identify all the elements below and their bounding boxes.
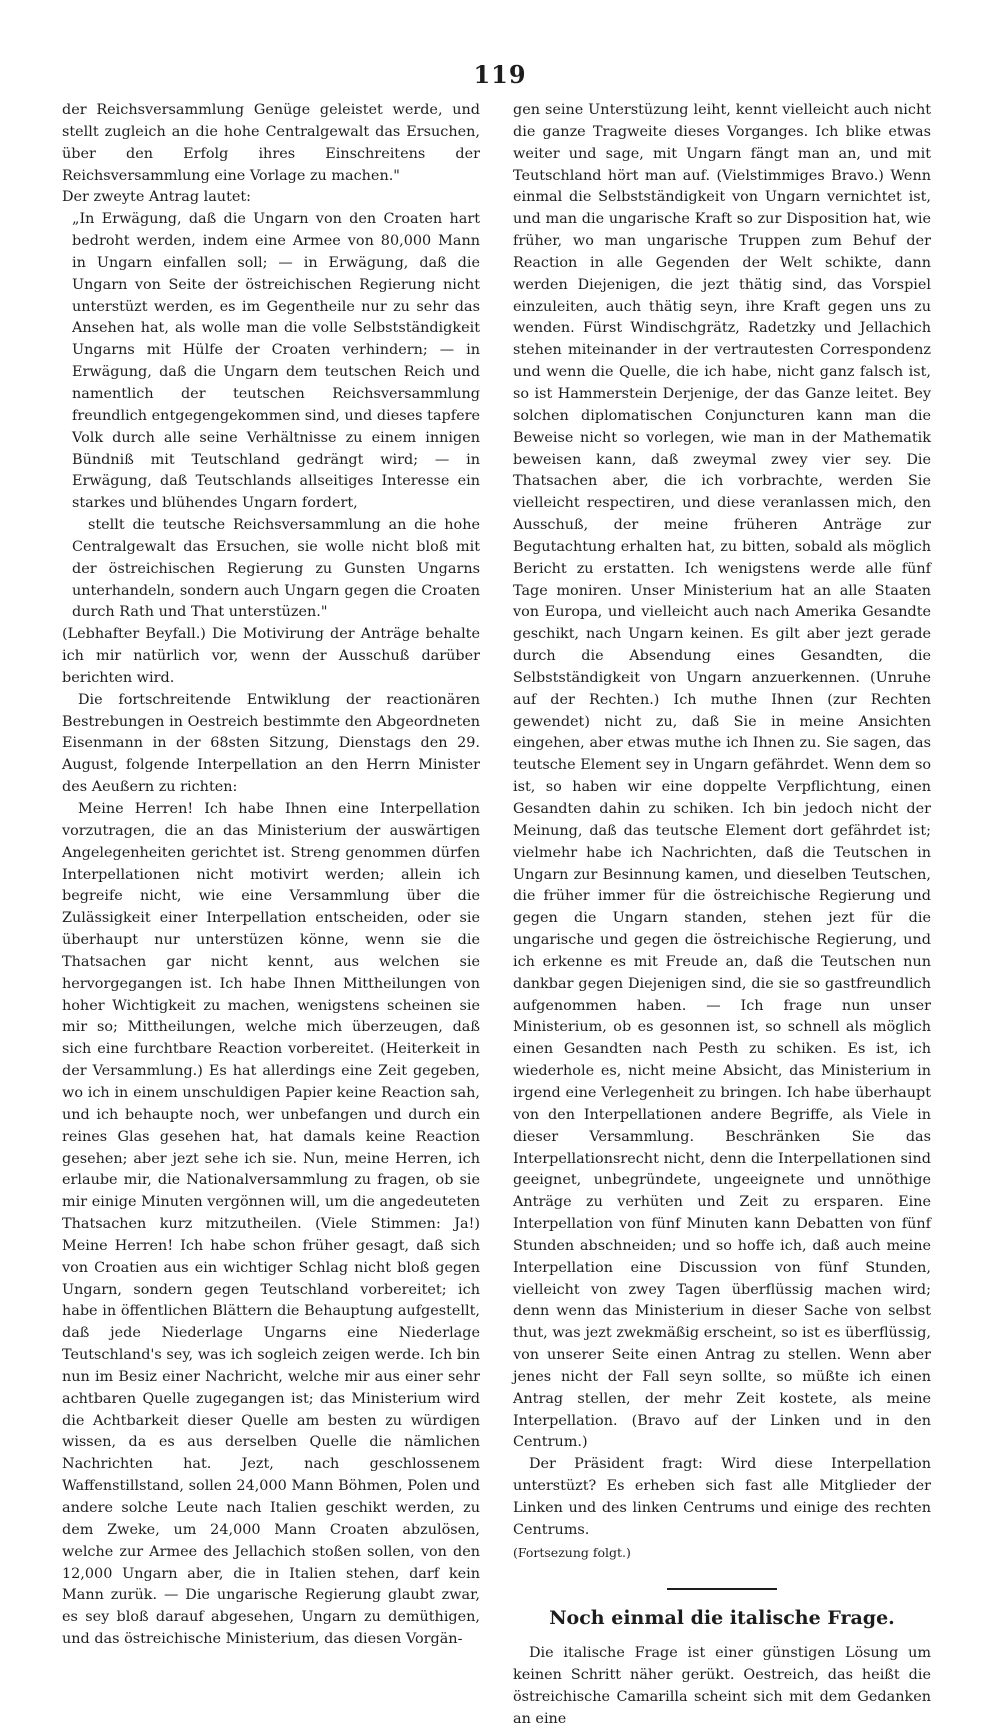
motion-resolution: stellt die teutsche Reichsversammlung an die hohe Centralgewalt das Ersuchen, sie wolle nicht bloß mit der östreichischen Regierung zu Gunsten Ungarns unterhandeln, sondern auch Ungarn gegen die Croaten durch Rath und That unterstüzen."	[72, 517, 480, 621]
left-paragraph-6: Die fortschreitende Entwiklung der reactionären Bestrebungen in Oestreich bestimmte den Abgeordneten Eisenmann in der 68sten Sitzung, Dienstags den 29. August, folgende Interpellation an den Herrn Minister des Aeußern zu richten:	[62, 691, 480, 796]
motion-quote: „In Erwägung, daß die Ungarn von den Croaten hart bedroht werden, indem eine Armee von 80,000 Mann in Ungarn einfallen soll; — in Erwägung, daß die Ungarn von Seite der östreichischen Regierung nicht unterstüzt werden, es im Gegentheile nur zu sehr das Ansehen hat, als wolle man die volle Selbstständigkeit Ungarns mit Hülfe der Croaten verhindern; — in Erwägung, daß die Ungarn dem teutschen Reich und namentlich der teutschen Reichsversammlung freundlich entgegengekommen sind, und dieses tapfere Volk durch alle seine Verhältnisse zu einem innigen Bündniß mit Teutschland gedrängt wird; — in Erwägung, daß Teutschlands allseitiges Interesse ein starkes und blühendes Ungarn fordert,	[72, 211, 480, 512]
right-column	[513, 100, 931, 1731]
president-question: Der Präsident fragt: Wird diese Interpellation unterstüzt? Es erheben sich fast alle Mitglieder der Linken und des linken Centrums und einige des rechten Centrums.	[513, 1456, 931, 1538]
left-paragraph-5: (Lebhafter Beyfall.) Die Motivirung der Anträge behalte ich mir natürlich vor, wenn der Ausschuß darüber berichten wird.	[62, 626, 480, 686]
interpellation-speech: Meine Herren! Ich habe Ihnen eine Interpellation vorzutragen, die an das Ministerium der auswärtigen Angelegenheiten gerichtet ist. Streng genommen dürfen Interpellationen nicht motivirt werden; allein ich begreife nicht, wie eine Versammlung über die Zulässigkeit einer Interpellation entscheiden, oder sie überhaupt nur unterstüzen könne, wenn sie die Thatsachen gar nicht kennt, aus welchen sie hervorgegangen ist. Ich habe Ihnen Mittheilungen von hoher Wichtigkeit zu machen, wenigstens scheinen sie mir so; Mittheilungen, welche mich überzeugen, daß sich eine furchtbare Reaction vorbereitet. (Heiterkeit in der Versammlung.) Es hat allerdings eine Zeit gegeben, wo ich in einem unschuldigen Papier keine Reaction sah, und ich behaupte noch, wer unbefangen und durch ein reines Glas gesehen hat, hat damals keine Reaction gesehen; aber jezt sehe ich sie. Nun, meine Herren, ich erlaube mir, die Nationalversammlung zu fragen, ob sie mir einige Minuten vergönnen will, um die angedeuteten Thatsachen kurz mitzutheilen. (Viele Stimmen: Ja!) Meine Herren! Ich habe schon früher gesagt, daß sich von Croatien aus ein wichtiger Schlag nicht bloß gegen Ungarn, sondern gegen Teutschland vorbereitet; ich habe in öffentlichen Blättern die Behauptung aufgestellt, daß jede Niederlage Ungarns eine Niederlage Teutschland's sey, was ich sogleich zeigen werde. Ich bin nun im Besiz einer Nachricht, welche mir aus einer sehr achtbaren Quelle zugegangen ist; das Ministerium wird die Achtbarkeit dieser Quelle am besten zu würdigen wissen, da es aus derselben Quelle die nämlichen Nachrichten hat. Jezt, nach geschlossenem Waffenstillstand, sollen 24,000 Mann Böhmen, Polen und andere solche Leute nach Italien geschikt werden, zu dem Zweke, um 24,000 Mann Croaten abzulösen, welche zur Armee des Jellachich stoßen sollen, von den 12,000 Ungarn aber, die in Italien stehen, darf kein Mann zurük. — Die ungarische Regierung glaubt zwar, es sey bloß darauf abgesehen, Ungarn zu demüthigen, und das östreichische Ministerium, das diesen Vorgän-	[62, 801, 480, 1648]
continuation-note: (Fortsezung folgt.)	[513, 1544, 631, 1560]
left-paragraph-1: der Reichsversammlung Genüge geleistet werde, und stellt zugleich an die hohe Centralgewalt das Ersuchen, über den Erfolg ihres Einschreitens der Reichsversammlung eine Vorlage zu machen."	[62, 102, 480, 184]
section-body: Die italische Frage ist einer günstigen Lösung um keinen Schritt näher gerükt. Oestreich, das heißt die östreichische Camarilla scheint sich mit dem Gedanken an eine	[513, 1645, 931, 1727]
section-heading: Noch einmal die italische Frage.	[549, 1606, 895, 1629]
speech-continuation: gen seine Unterstüzung leiht, kennt vielleicht auch nicht die ganze Tragweite dieses Vorganges. Ich blike etwas weiter und sage, mit Ungarn fängt man an, und mit Teutschland hört man auf. (Vielstimmiges Bravo.) Wenn einmal die Selbstständigkeit von Ungarn vernichtet ist, und man die ungarische Kraft so zur Disposition hat, wie früher, wo man ungarische Truppen zum Behuf der Reaction in alle Gegenden der Welt schikte, dann werden Diejenigen, die jezt thätig sind, das Vorspiel einzuleiten, auch thätig seyn, ihre Kraft gegen uns zu wenden. Fürst Windischgrätz, Radetzky und Jellachich stehen miteinander in der vertrautesten Correspondenz und wenn die Quelle, die ich habe, nicht ganz falsch ist, so ist Hammerstein Derjenige, der das Ganze leitet. Bey solchen diplomatischen Conjuncturen kann man die Beweise nicht so vorlegen, wie man in der Mathematik beweisen kann, daß zweymal zwey vier sey. Die Thatsachen aber, die ich vorbrachte, werden Sie vielleicht respectiren, und diese veranlassen mich, den Ausschuß, der meine früheren Anträge zur Begutachtung erhalten hat, zu bitten, sobald als möglich Bericht zu erstatten. Ich wenigstens werde alle fünf Tage moniren. Unser Ministerium hat an alle Staaten von Europa, und vielleicht auch nach Amerika Gesandte geschikt, nach Ungarn keinen. Es gilt aber jezt gerade durch die Absendung eines Gesandten, die Selbstständigkeit von Ungarn anzuerkennen. (Unruhe auf der Rechten.) Ich muthe Ihnen (zur Rechten gewendet) nicht zu, daß Sie in meine Ansichten eingehen, aber etwas muthe ich Ihnen zu. Sie sagen, das teutsche Element sey in Ungarn gefährdet. Wenn dem so ist, so haben wir eine doppelte Verpflichtung, einen Gesandten dahin zu schiken. Ich bin jedoch nicht der Meinung, daß das teutsche Element dort gefährdet ist; vielmehr habe ich Nachrichten, daß die Teutschen in Ungarn zur Besinnung kamen, und dieselben Teutschen, die früher immer für die östreichische Regierung und gegen die Ungarn standen, stehen jezt für die ungarische und gegen die östreichische Regierung, und ich erkenne es mit Freude an, daß die Teutschen nun dankbar gegen Diejenigen sind, die sie so gastfreundlich aufgenommen haben. — Ich frage nun unser Ministerium, ob es gesonnen ist, so schnell als möglich einen Gesandten nach Pesth zu schiken. Es ist, ich wiederhole es, nicht meine Absicht, das Ministerium in irgend eine Verlegenheit zu bringen. Ich habe überhaupt von den Interpellationen andere Begriffe, als Viele in dieser Versammlung. Beschränken Sie das Interpellationsrecht nicht, denn die Interpellationen sind geeignet, unbegründete, ungeeignete und unnöthige Anträge zu verhüten und Zeit zu ersparen. Eine Interpellation von fünf Minuten kann Debatten von fünf Stunden abschneiden; und so hoffe ich, daß auch meine Interpellation eine Discussion von fünf Stunden, vielleicht von zwey Tagen überflüssig machen wird; denn wenn das Ministerium in dieser Sache von selbst thut, was jezt zwekmäßig erscheint, so ist es überflüssig, von unserer Seite einen Antrag zu stellen. Wenn aber jenes nicht der Fall seyn sollte, so müßte ich einen Antrag stellen, der mehr Zeit kostete, als meine Interpellation. (Bravo auf der Linken und in den Centrum.)	[513, 102, 931, 1451]
section-divider	[667, 1588, 777, 1590]
left-column	[62, 100, 480, 1651]
page-number: 119	[473, 60, 527, 89]
left-paragraph-2: Der zweyte Antrag lautet:	[62, 189, 251, 206]
